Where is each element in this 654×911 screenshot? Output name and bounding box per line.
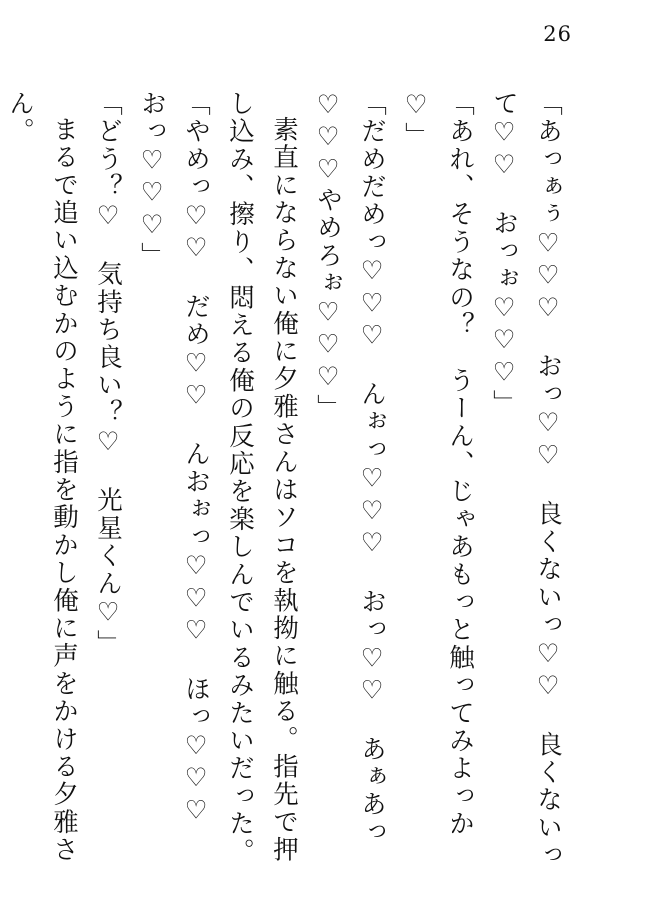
dialogue-line: 「どう？♡ 気持ち良い？♡ 光星くん♡」 <box>93 90 123 658</box>
narration-paragraph: まるで追い込むかのように指を動かし俺に声をかける夕雅さん。 <box>5 90 79 864</box>
dialogue-line: 「だめだめっ♡♡♡ んぉっ♡♡♡ おっ♡♡ あぁあっ♡♡♡やめろぉ♡♡♡」 <box>313 90 387 847</box>
narration-paragraph: 素直にならない俺に夕雅さんはソコを執拗に触る。指先で押し込み、擦り、悶える俺の反応を楽しんでいるみたいだった。 <box>225 90 299 866</box>
dialogue-line: 「あれ、そうなの？ うーん、じゃあもっと触ってみよっか♡」 <box>401 90 475 838</box>
dialogue-line: 「やめっ♡♡ だめ♡♡ んおぉっ♡♡♡ ほっ♡♡♡ おっ♡♡♡」 <box>137 90 211 856</box>
page-number: 26 <box>543 22 572 46</box>
vertical-text-body <box>5 90 570 880</box>
dialogue-line: 「あっぁぅ♡♡♡ おっ♡♡ 良くないっ♡♡ 良くないって♡♡ おっぉ♡♡♡」 <box>489 90 563 870</box>
